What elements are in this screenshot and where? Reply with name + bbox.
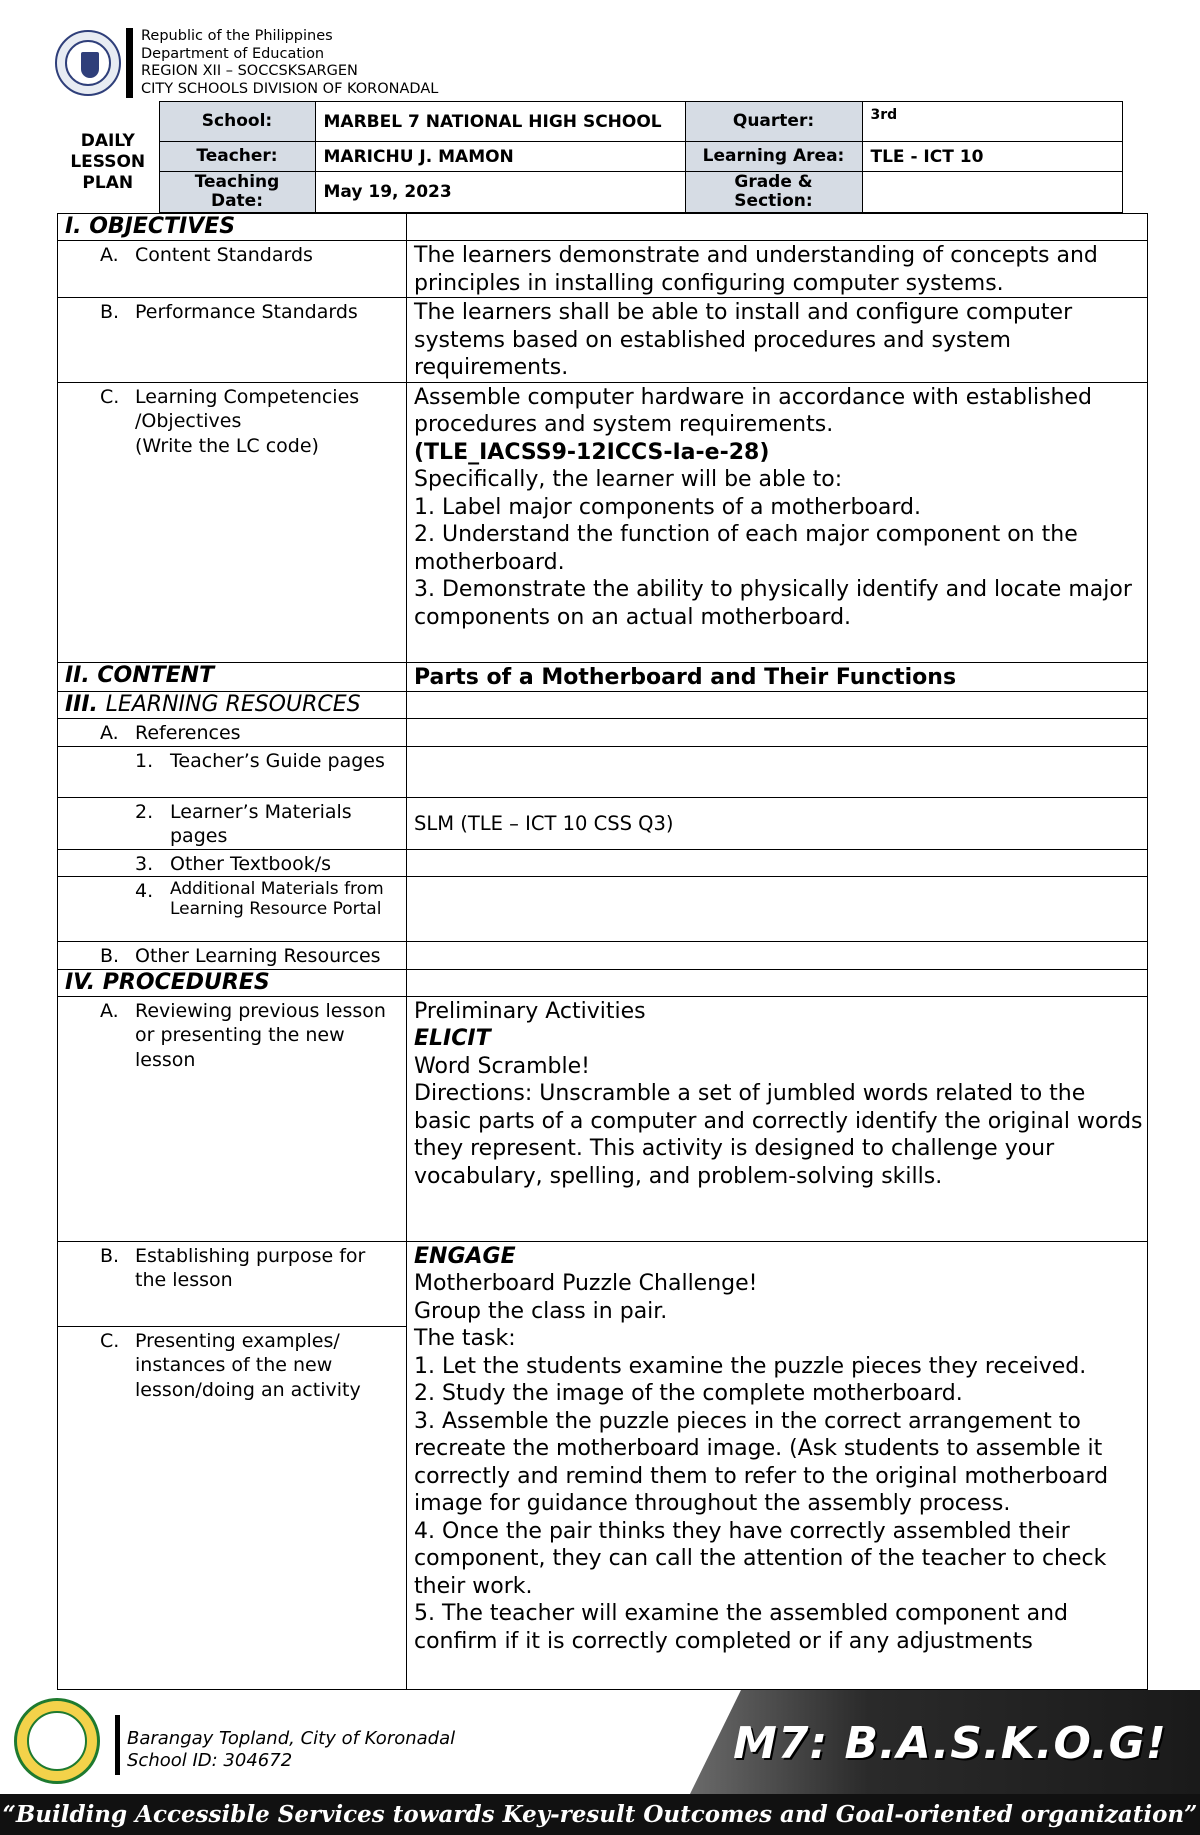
references-row [58, 719, 1148, 747]
task-step: 2. Study the image of the complete motherboard. [414, 1381, 963, 1406]
header-line: REGION XII – SOCCSKSARGEN [141, 63, 358, 80]
header-line: Republic of the Philippines [141, 28, 333, 44]
brand-logo-text: M7: B.A.S.K.O.G! [733, 1718, 1167, 1769]
header-divider [126, 28, 133, 98]
school-seal [14, 1698, 100, 1784]
objectives-title: I. OBJECTIVES [58, 214, 407, 241]
quarter-label: Quarter: [685, 102, 862, 142]
content-standards-label [58, 241, 407, 298]
competency-line: Specifically, the learner will be able to: [414, 467, 843, 492]
motto-text: “Building Accessible Services towards Key-result Outcomes and Goal-oriented organization” [2, 1801, 1198, 1828]
item-key: A. [100, 999, 119, 1022]
other-textbooks-label [58, 849, 407, 877]
learners-materials-row [58, 797, 1148, 849]
activity-title: Motherboard Puzzle Challenge! [414, 1271, 758, 1296]
school-value: MARBEL 7 NATIONAL HIGH SCHOOL [315, 102, 685, 142]
page-footer [0, 1690, 1200, 1835]
competency-line: Assemble computer hardware in accordance with established procedures and system requirements. [414, 384, 1092, 437]
empty-cell [407, 692, 1148, 719]
item-key: C. [100, 385, 120, 408]
presenting-examples-label [58, 1326, 407, 1689]
learners-materials-value: SLM (TLE – ICT 10 CSS Q3) [407, 797, 1148, 849]
references-label [58, 719, 407, 747]
item-key: 4. [135, 880, 154, 902]
task-step: 4. Once the pair thinks they have correctly assembled their component, they can call the attention of the teacher to check their work. [414, 1518, 1107, 1599]
establishing-purpose-label [58, 1241, 407, 1326]
task-step: 3. Assemble the puzzle pieces in the correct arrangement to recreate the motherboard image. (Ask students to assemble it correctly and remind them to refer to the original motherboard image for guidance throughout the assembly process. [414, 1408, 1109, 1516]
task-step: 1. Let the students examine the puzzle pieces they received. [414, 1353, 1087, 1379]
teacher-value: MARICHU J. MAMON [315, 142, 685, 172]
phase-title: ELICIT [414, 1026, 491, 1051]
school-id: School ID: 304672 [127, 1750, 293, 1771]
item-key: 1. [135, 749, 154, 772]
additional-materials-row [58, 877, 1148, 942]
agency-header [141, 28, 438, 98]
item-label: Content Standards [135, 244, 313, 266]
learning-competencies-text [407, 382, 1148, 662]
item-label: Teacher’s Guide pages [170, 749, 385, 772]
dlp-line: PLAN [82, 172, 134, 193]
item-label: Learner’s Materials pages [170, 800, 352, 847]
activity-directions: Directions: Unscramble a set of jumbled words related to the basic parts of a computer and correctly identify the original words they represent. This activity is designed to challenge your vocabulary, spelling, and problem-solving skills. [414, 1081, 1143, 1189]
school-address-block [127, 1728, 455, 1772]
quarter-value: 3rd [862, 102, 1122, 142]
empty-cell [407, 214, 1148, 241]
teachers-guide-label [58, 746, 407, 797]
grade-section-value [862, 172, 1122, 213]
item-key: C. [100, 1329, 120, 1352]
item-key: 2. [135, 800, 154, 823]
lesson-plan-table [57, 213, 1148, 1690]
reviewing-label [58, 996, 407, 1241]
school-address: Barangay Topland, City of Koronadal [127, 1728, 456, 1749]
item-label: Presenting examples/ instances of the new lesson/doing an activity [135, 1329, 361, 1401]
school-label: School: [159, 102, 315, 142]
reviewing-text [407, 996, 1148, 1241]
procedure-line: The task: [414, 1326, 516, 1351]
performance-standards-row [58, 298, 1148, 383]
item-key: A. [100, 244, 119, 266]
teaching-date-label: Teaching Date: [159, 172, 315, 213]
learning-area-value: TLE - ICT 10 [862, 142, 1122, 172]
item-label: Performance Standards [135, 301, 358, 323]
content-title: II. CONTENT [58, 662, 407, 692]
empty-cell [407, 969, 1148, 996]
performance-standards-label [58, 298, 407, 383]
teachers-guide-row [58, 746, 1148, 797]
dlp-title [57, 102, 159, 213]
item-label: Learning Competencies /Objectives [135, 385, 360, 432]
item-label: References [135, 722, 241, 744]
item-key: B. [100, 1244, 120, 1267]
resources-number: III. [65, 692, 98, 717]
lesson-info-table [57, 101, 1123, 213]
additional-materials-label [58, 877, 407, 942]
learners-materials-label [58, 797, 407, 849]
teaching-date-value: May 19, 2023 [315, 172, 685, 213]
other-resources-label [58, 942, 407, 970]
teacher-label: Teacher: [159, 142, 315, 172]
item-key: A. [100, 722, 119, 744]
phase-title: ENGAGE [414, 1243, 516, 1269]
lc-code: (TLE_IACSS9-12ICCS-Ia-e-28) [414, 439, 770, 465]
other-textbooks-value [407, 849, 1148, 877]
item-label: Additional Materials from Learning Resource Portal [170, 879, 384, 919]
learning-competencies-row [58, 382, 1148, 662]
dlp-line: DAILY [80, 130, 135, 151]
engage-text [407, 1241, 1148, 1689]
item-note: (Write the LC code) [135, 434, 319, 457]
empty-cell [407, 719, 1148, 747]
teachers-guide-value [407, 746, 1148, 797]
item-key: B. [100, 301, 120, 323]
objective-item: 1. Label major components of a motherboard. [414, 494, 921, 520]
procedure-line: Group the class in pair. [414, 1298, 668, 1324]
performance-standards-text: The learners shall be able to install and configure computer systems based on established procedures and system requirements. [407, 298, 1148, 383]
objective-item: 3. Demonstrate the ability to physically identify and locate major components on an actual motherboard. [414, 577, 1132, 630]
grade-section-label: Grade & Section: [685, 172, 862, 213]
learning-area-label: Learning Area: [685, 142, 862, 172]
reviewing-row [58, 996, 1148, 1241]
item-label: Reviewing previous lesson or presenting the new lesson [135, 999, 386, 1071]
item-label: Other Textbook/s [170, 852, 332, 875]
objectives-header-row [58, 214, 1148, 241]
resources-title [58, 692, 407, 719]
other-textbooks-row [58, 849, 1148, 877]
resources-label: LEARNING RESOURCES [105, 692, 361, 717]
content-standards-row [58, 241, 1148, 298]
procedures-header-row [58, 969, 1148, 996]
footer-divider [115, 1715, 120, 1775]
content-row [58, 662, 1148, 692]
activity-title: Word Scramble! [414, 1053, 590, 1079]
header-line: CITY SCHOOLS DIVISION OF KORONADAL [141, 80, 439, 97]
resources-header-row [58, 692, 1148, 719]
procedures-title: IV. PROCEDURES [58, 969, 407, 996]
item-label: Other Learning Resources [135, 945, 381, 967]
task-step: 5. The teacher will examine the assembled component and confirm if it is correctly completed or if any adjustments [414, 1601, 1069, 1654]
additional-materials-value [407, 877, 1148, 942]
other-resources-value [407, 942, 1148, 970]
dlp-line: LESSON [70, 151, 146, 172]
establishing-purpose-row [58, 1241, 1148, 1326]
procedure-line: Preliminary Activities [414, 998, 646, 1024]
deped-seal [55, 30, 121, 96]
other-resources-row [58, 942, 1148, 970]
item-key: 3. [135, 852, 154, 875]
header-line: Department of Education [141, 45, 325, 62]
content-text: Parts of a Motherboard and Their Functions [407, 662, 1148, 692]
school-motto [0, 1794, 1200, 1835]
item-label: Establishing purpose for the lesson [135, 1244, 366, 1291]
content-standards-text: The learners demonstrate and understanding of concepts and principles in installing configuring computer systems. [407, 241, 1148, 298]
objective-item: 2. Understand the function of each major component on the motherboard. [414, 522, 1078, 575]
item-key: B. [100, 945, 120, 967]
learning-competencies-label [58, 382, 407, 662]
item-label-group [135, 385, 402, 459]
